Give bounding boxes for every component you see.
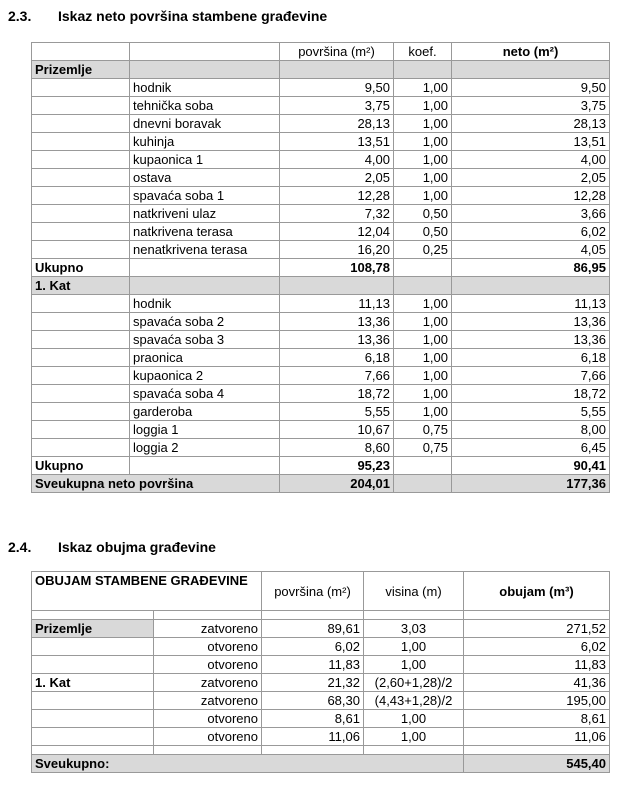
table-row: [32, 187, 610, 205]
enclosure-type: zatvoreno: [154, 692, 262, 710]
room-coef: 0,75: [394, 421, 452, 439]
row-blank: [130, 457, 280, 475]
grand-total-label: Sveukupno:: [32, 755, 464, 773]
room-coef: 1,00: [394, 151, 452, 169]
group-row: [32, 277, 610, 295]
group-blank: [452, 277, 610, 295]
table-row: [32, 728, 610, 746]
room-name: natkriveni ulaz: [130, 205, 280, 223]
row-blank: [32, 133, 130, 151]
grand-total-volume: 545,40: [464, 755, 610, 773]
subtotal-label: Ukupno: [32, 457, 130, 475]
table-row: [32, 620, 610, 638]
header-area: površina (m²): [280, 43, 394, 61]
header-blank: [32, 43, 130, 61]
room-name: kupaonica 1: [130, 151, 280, 169]
subtotal-net: 90,41: [452, 457, 610, 475]
spacer-cell: [32, 746, 154, 755]
volume-height: 1,00: [364, 728, 464, 746]
volume-height: 1,00: [364, 638, 464, 656]
room-name: ostava: [130, 169, 280, 187]
row-blank: [32, 313, 130, 331]
room-name: kupaonica 2: [130, 367, 280, 385]
volume-value: 41,36: [464, 674, 610, 692]
room-net: 11,13: [452, 295, 610, 313]
spacer-row: [32, 611, 610, 620]
room-coef: 1,00: [394, 349, 452, 367]
room-net: 5,55: [452, 403, 610, 421]
room-coef: 1,00: [394, 187, 452, 205]
room-area: 13,36: [280, 313, 394, 331]
spacer-cell: [262, 611, 364, 620]
floor-label: Prizemlje: [32, 620, 154, 638]
volume-area: 21,32: [262, 674, 364, 692]
room-area: 9,50: [280, 79, 394, 97]
room-coef: 1,00: [394, 403, 452, 421]
table-row: [32, 241, 610, 259]
floor-label: [32, 692, 154, 710]
floor-label: [32, 656, 154, 674]
volume-value: 8,61: [464, 710, 610, 728]
room-area: 7,66: [280, 367, 394, 385]
room-net: 3,75: [452, 97, 610, 115]
volume-height: (2,60+1,28)/2: [364, 674, 464, 692]
row-blank: [32, 79, 130, 97]
floor-label: [32, 638, 154, 656]
group-blank: [130, 61, 280, 79]
room-name: praonica: [130, 349, 280, 367]
spacer-cell: [364, 611, 464, 620]
section-title: Iskaz neto površina stambene građevine: [58, 8, 328, 24]
row-blank: [32, 403, 130, 421]
room-net: 28,13: [452, 115, 610, 133]
spacer-cell: [464, 746, 610, 755]
room-name: loggia 2: [130, 439, 280, 457]
row-blank: [32, 169, 130, 187]
row-blank: [394, 457, 452, 475]
volume-area: 89,61: [262, 620, 364, 638]
row-blank: [32, 367, 130, 385]
room-area: 5,55: [280, 403, 394, 421]
room-net: 4,00: [452, 151, 610, 169]
room-name: hodnik: [130, 295, 280, 313]
row-blank: [32, 97, 130, 115]
header-row: [32, 43, 610, 61]
spacer-cell: [154, 746, 262, 755]
header-area: površina (m²): [262, 572, 364, 611]
table-row: [32, 205, 610, 223]
floor-label: 1. Kat: [32, 674, 154, 692]
room-name: dnevni boravak: [130, 115, 280, 133]
room-name: nenatkrivena terasa: [130, 241, 280, 259]
enclosure-type: otvoreno: [154, 710, 262, 728]
volume-area: 11,83: [262, 656, 364, 674]
room-net: 18,72: [452, 385, 610, 403]
room-name: tehnička soba: [130, 97, 280, 115]
room-area: 16,20: [280, 241, 394, 259]
table-row: [32, 169, 610, 187]
table-row: [32, 692, 610, 710]
room-coef: 1,00: [394, 169, 452, 187]
room-area: 10,67: [280, 421, 394, 439]
net-area-table: [31, 42, 610, 493]
volume-height: 1,00: [364, 710, 464, 728]
volume-area: 8,61: [262, 710, 364, 728]
grand-total-row: [32, 755, 610, 773]
spacer-cell: [262, 746, 364, 755]
table-row: [32, 349, 610, 367]
table-row: [32, 79, 610, 97]
row-blank: [394, 259, 452, 277]
table-row: [32, 223, 610, 241]
volume-table: [31, 571, 610, 773]
header-row: [32, 572, 610, 611]
row-blank: [32, 151, 130, 169]
room-area: 18,72: [280, 385, 394, 403]
room-area: 12,28: [280, 187, 394, 205]
volume-area: 68,30: [262, 692, 364, 710]
room-area: 13,51: [280, 133, 394, 151]
row-blank: [32, 115, 130, 133]
row-blank: [32, 295, 130, 313]
grand-total-net: 177,36: [452, 475, 610, 493]
table-row: [32, 133, 610, 151]
row-blank: [32, 241, 130, 259]
room-name: spavaća soba 2: [130, 313, 280, 331]
volume-value: 195,00: [464, 692, 610, 710]
subtotal-row: [32, 457, 610, 475]
room-net: 13,51: [452, 133, 610, 151]
enclosure-type: otvoreno: [154, 728, 262, 746]
grand-total-area: 204,01: [280, 475, 394, 493]
row-blank: [32, 331, 130, 349]
table-row: [32, 656, 610, 674]
group-blank: [280, 61, 394, 79]
room-net: 7,66: [452, 367, 610, 385]
room-area: 8,60: [280, 439, 394, 457]
room-coef: 1,00: [394, 295, 452, 313]
room-net: 2,05: [452, 169, 610, 187]
row-blank: [130, 259, 280, 277]
subtotal-area: 108,78: [280, 259, 394, 277]
section-heading-volume: [8, 539, 216, 555]
room-area: 2,05: [280, 169, 394, 187]
table-row: [32, 313, 610, 331]
table-row: [32, 115, 610, 133]
spacer-row: [32, 746, 610, 755]
room-coef: 1,00: [394, 79, 452, 97]
room-coef: 1,00: [394, 133, 452, 151]
volume-value: 11,83: [464, 656, 610, 674]
room-coef: 1,00: [394, 97, 452, 115]
subtotal-net: 86,95: [452, 259, 610, 277]
table-row: [32, 439, 610, 457]
spacer-cell: [154, 611, 262, 620]
room-net: 3,66: [452, 205, 610, 223]
group-row: [32, 61, 610, 79]
subtotal-area: 95,23: [280, 457, 394, 475]
floor-label: [32, 728, 154, 746]
room-area: 11,13: [280, 295, 394, 313]
group-blank: [130, 277, 280, 295]
header-height: visina (m): [364, 572, 464, 611]
row-blank: [32, 349, 130, 367]
enclosure-type: zatvoreno: [154, 620, 262, 638]
volume-height: (4,43+1,28)/2: [364, 692, 464, 710]
header-blank: [130, 43, 280, 61]
room-name: garderoba: [130, 403, 280, 421]
row-blank: [32, 439, 130, 457]
room-net: 8,00: [452, 421, 610, 439]
grand-total-label: Sveukupna neto površina: [32, 475, 280, 493]
table-row: [32, 367, 610, 385]
row-blank: [32, 187, 130, 205]
group-label: 1. Kat: [32, 277, 130, 295]
room-area: 6,18: [280, 349, 394, 367]
room-coef: 1,00: [394, 367, 452, 385]
volume-value: 11,06: [464, 728, 610, 746]
group-blank: [394, 61, 452, 79]
table-row: [32, 331, 610, 349]
spacer-cell: [364, 746, 464, 755]
room-coef: 0,50: [394, 205, 452, 223]
room-name: kuhinja: [130, 133, 280, 151]
room-net: 6,45: [452, 439, 610, 457]
volume-value: 271,52: [464, 620, 610, 638]
enclosure-type: otvoreno: [154, 638, 262, 656]
spacer-cell: [32, 611, 154, 620]
group-blank: [452, 61, 610, 79]
table-row: [32, 295, 610, 313]
room-name: spavaća soba 1: [130, 187, 280, 205]
table-row: [32, 403, 610, 421]
room-name: loggia 1: [130, 421, 280, 439]
room-coef: 1,00: [394, 385, 452, 403]
group-label: Prizemlje: [32, 61, 130, 79]
table-row: [32, 710, 610, 728]
room-net: 13,36: [452, 331, 610, 349]
floor-label: [32, 710, 154, 728]
room-name: natkrivena terasa: [130, 223, 280, 241]
room-coef: 1,00: [394, 115, 452, 133]
table-row: [32, 151, 610, 169]
section-number: 2.4.: [8, 539, 32, 555]
room-net: 6,02: [452, 223, 610, 241]
table-row: [32, 674, 610, 692]
header-coef: koef.: [394, 43, 452, 61]
subtotal-row: [32, 259, 610, 277]
volume-height: 3,03: [364, 620, 464, 638]
room-area: 3,75: [280, 97, 394, 115]
room-area: 13,36: [280, 331, 394, 349]
row-blank: [32, 385, 130, 403]
row-blank: [32, 223, 130, 241]
section-number: 2.3.: [8, 8, 32, 24]
header-title: OBUJAM STAMBENE GRAĐEVINE: [32, 572, 262, 611]
row-blank: [32, 421, 130, 439]
volume-area: 6,02: [262, 638, 364, 656]
room-area: 7,32: [280, 205, 394, 223]
room-coef: 0,25: [394, 241, 452, 259]
room-net: 6,18: [452, 349, 610, 367]
room-coef: 1,00: [394, 313, 452, 331]
table-row: [32, 421, 610, 439]
room-name: hodnik: [130, 79, 280, 97]
section-title: Iskaz obujma građevine: [58, 539, 216, 555]
room-coef: 1,00: [394, 331, 452, 349]
room-area: 4,00: [280, 151, 394, 169]
room-area: 12,04: [280, 223, 394, 241]
room-net: 9,50: [452, 79, 610, 97]
volume-value: 6,02: [464, 638, 610, 656]
room-coef: 0,50: [394, 223, 452, 241]
section-heading-net-area: [8, 8, 327, 24]
row-blank: [394, 475, 452, 493]
subtotal-label: Ukupno: [32, 259, 130, 277]
header-net: neto (m²): [452, 43, 610, 61]
row-blank: [32, 205, 130, 223]
room-net: 13,36: [452, 313, 610, 331]
group-blank: [394, 277, 452, 295]
table-row: [32, 638, 610, 656]
table-row: [32, 385, 610, 403]
enclosure-type: otvoreno: [154, 656, 262, 674]
spacer-cell: [464, 611, 610, 620]
room-name: spavaća soba 4: [130, 385, 280, 403]
group-blank: [280, 277, 394, 295]
header-volume: obujam (m³): [464, 572, 610, 611]
volume-height: 1,00: [364, 656, 464, 674]
table-row: [32, 97, 610, 115]
room-net: 12,28: [452, 187, 610, 205]
grand-total-row: [32, 475, 610, 493]
room-area: 28,13: [280, 115, 394, 133]
room-name: spavaća soba 3: [130, 331, 280, 349]
volume-area: 11,06: [262, 728, 364, 746]
room-coef: 0,75: [394, 439, 452, 457]
enclosure-type: zatvoreno: [154, 674, 262, 692]
room-net: 4,05: [452, 241, 610, 259]
